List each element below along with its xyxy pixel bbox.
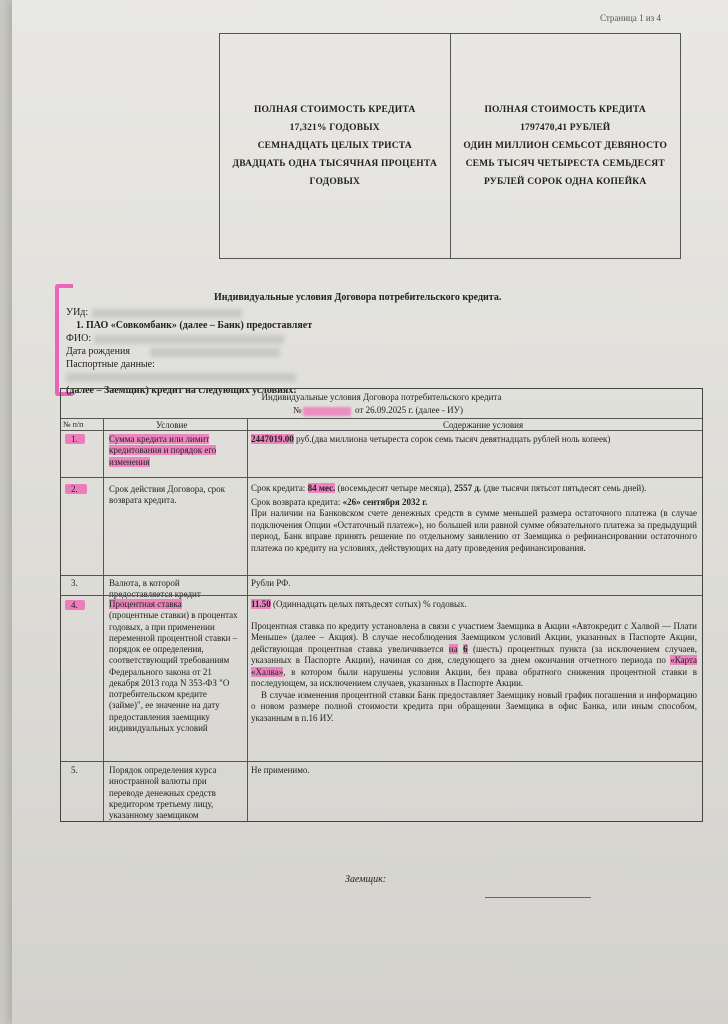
row-number: 2. — [71, 484, 78, 494]
term-days-words: (две тысячи пятьсот пятьдесят семь дней). — [481, 483, 647, 493]
promo-increase-word: на — [448, 643, 458, 654]
uid-label: УИд: — [66, 307, 89, 318]
credit-amount: 2447019.00 — [251, 434, 294, 444]
row-number: 1. — [71, 434, 78, 444]
row-divider — [61, 430, 702, 431]
row-number: 3. — [71, 578, 78, 588]
condition-text: Срок действия Договора, срок возврата кредита. — [109, 484, 226, 506]
exchange-value: Не применимо. — [251, 765, 310, 775]
column-number-header: № п/п — [63, 420, 84, 429]
row-divider — [61, 761, 702, 762]
cost-percent-line: ГОДОВЫХ — [309, 177, 361, 188]
content-cell — [251, 599, 697, 724]
redacted-uid — [92, 309, 242, 318]
redacted-contract-number — [303, 407, 351, 416]
table-header-title: Индивидуальные условия Договора потребительского кредита — [261, 392, 502, 402]
column-content-header: Содержание условия — [443, 420, 524, 430]
document-page — [12, 0, 728, 1024]
term-label: Срок кредита: — [251, 483, 308, 493]
fio-label: ФИО: — [66, 333, 92, 344]
redacted-birth — [150, 348, 280, 357]
promo-increase-value: 6 — [463, 643, 468, 654]
cost-amount-line: ПОЛНАЯ СТОИМОСТЬ КРЕДИТА — [484, 104, 646, 115]
refinancing-text: При наличии на Банковском счете денежных средств в сумме меньшей размера остаточного платежа (в случае подключения Опции «Остаточный платеж»), но большей или равной сумме обязательного платежа за предыдущий период, Банк вправе принять решение по отдельному заявлению от Заемщика о рефинансировании остаточного платежа по кредиту на условиях, действующих на дату проведения рефинансирования. — [251, 508, 697, 553]
row-divider — [61, 477, 702, 478]
currency-value: Рубли РФ. — [251, 578, 291, 588]
rate-change-text: В случае изменения процентной ставки Банк предоставляет Заемщику новый график погашения и информацию о новом размере полной стоимости кредита при обращении Заемщика в офис Банка, или иным способом, указанным в п.16 ИУ. — [251, 689, 697, 723]
return-label: Срок возврата кредита: — [251, 496, 343, 507]
credit-amount-words: руб.(два миллиона четыреста сорок семь тысяч девятнадцать рублей ноль копеек) — [293, 434, 611, 444]
cost-amount-line: СЕМЬ ТЫСЯЧ ЧЕТЫРЕСТА СЕМЬДЕСЯТ — [465, 159, 665, 170]
row-divider — [61, 418, 702, 419]
term-days: 2557 д. — [454, 483, 482, 493]
return-date: «26» сентября 2032 г. — [342, 496, 428, 507]
interest-rate-words: (Одиннадцать целых пятьдесят сотых) % годовых. — [270, 599, 467, 609]
redacted-passport — [66, 373, 296, 382]
promo-text: , в котором были нарушены условия Акции, без права обратного снижения процентной ставки в последующем, за исключением случаев, указанных в Паспорте Акции. — [251, 666, 697, 689]
passport-label: Паспортные данные: — [66, 359, 155, 370]
birth-label: Дата рождения — [66, 346, 130, 357]
table-header-number: № — [293, 405, 302, 415]
condition-text: Сумма кредита или лимит кредитования и порядок его изменения — [109, 434, 217, 467]
condition-text: Порядок определения курса иностранной валюты при переводе денежных средств кредитором третьему лицу, указанному заемщиком — [109, 765, 217, 820]
conditions-table — [60, 388, 703, 822]
borrower-line: (далее – Заемщик) кредит на следующих условиях: — [66, 385, 297, 396]
column-condition-header: Условие — [156, 420, 188, 430]
bank-line: 1. ПАО «Совкомбанк» (далее – Банк) предоставляет — [76, 320, 313, 331]
cost-percent-cell — [220, 34, 451, 258]
signature-line — [485, 897, 591, 898]
cost-amount-line: ОДИН МИЛЛИОН СЕМЬСОТ ДЕВЯНОСТО — [463, 140, 668, 151]
borrower-signature-label: Заемщик: — [345, 874, 387, 885]
cost-amount-line: 1797470,41 РУБЛЕЙ — [520, 122, 611, 133]
interest-rate: 11.50 — [251, 599, 271, 609]
condition-cell — [109, 599, 241, 734]
cost-percent-line: ПОЛНАЯ СТОИМОСТЬ КРЕДИТА — [253, 104, 416, 115]
cost-percent-line: СЕМНАДЦАТЬ ЦЕЛЫХ ТРИСТА — [257, 140, 412, 151]
promo-text: Процентная ставка по кредиту установлена в связи с участием Заемщика в Акции «Автокредит с Халвой — Плати Меньше» (далее – Акция). В случае несоблюдения Заемщиком условий Акции, указанных в Паспорте Акции, действующая процентная ставка увеличивается — [251, 620, 697, 654]
row-divider — [61, 595, 702, 596]
halva-card-name: «Карта «Халва» — [251, 655, 697, 677]
cost-percent-line: ДВАДЦАТЬ ОДНА ТЫСЯЧНАЯ ПРОЦЕНТА — [232, 159, 438, 170]
content-cell — [251, 483, 697, 554]
redacted-fio — [94, 335, 284, 344]
condition-text: Валюта, в которой предоставляется кредит — [109, 578, 201, 600]
term-months: 84 мес. — [307, 483, 336, 493]
promo-text: (шесть) процентных пункта (за исключением случаев, указанных в Паспорте Акции), начиная со дня, следующего за днем окончания отчетного периода по — [251, 643, 698, 666]
row-number: 4. — [71, 600, 78, 610]
content-cell — [251, 434, 697, 446]
row-number: 5. — [71, 765, 78, 775]
page-counter: Страница 1 из 4 — [600, 13, 661, 23]
cost-percent-line: 17,321% ГОДОВЫХ — [289, 122, 380, 133]
condition-text: (процентные ставки) в процентах годовых, а при применении переменной процентной ставки – порядок ее определения, соответствующий требованиям Федерального закона от 21 декабря 2013 года N 353-ФЗ "О потребительском кредите (займе)", ее значение на дату предоставления заемщику индивидуальных условий — [109, 610, 238, 733]
document-title: Индивидуальные условия Договора потребительского кредита. — [214, 292, 502, 303]
condition-cell — [109, 434, 241, 468]
term-words: (восемьдесят четыре месяца), — [335, 483, 455, 493]
cost-amount-line: РУБЛЕЙ СОРОК ОДНА КОПЕЙКА — [484, 177, 647, 188]
cost-amount-cell — [451, 34, 681, 258]
table-header-date: от 26.09.2025 г. (далее - ИУ) — [355, 405, 463, 415]
credit-cost-box — [219, 33, 681, 259]
condition-highlight-text: Процентная ставка — [109, 599, 182, 609]
row-divider — [61, 575, 702, 576]
